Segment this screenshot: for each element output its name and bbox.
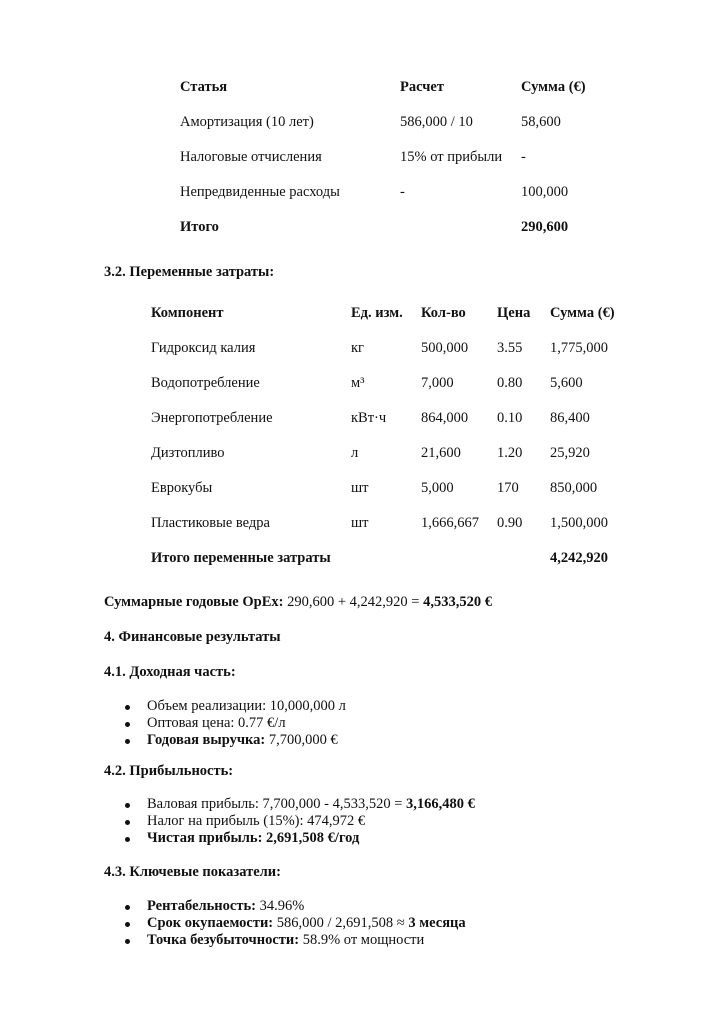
item-label: Срок окупаемости: [147,915,274,931]
table-cell: 21,600 [421,445,461,461]
item-bold-tail: 3,166,480 € [406,796,475,812]
section-heading-financial-results: 4. Финансовые результаты [104,629,281,645]
opex-formula: 290,600 + 4,242,920 = [283,594,424,610]
table-cell: 586,000 / 10 [400,114,473,130]
table-cell: 850,000 [550,480,598,496]
table-header-row [0,79,724,99]
table-total-row [0,550,724,570]
subsection-heading-revenue: 4.1. Доходная часть: [104,664,236,680]
bullet-icon [125,722,130,727]
subsection-heading-key-metrics: 4.3. Ключевые показатели: [104,864,281,880]
table-cell: 1.20 [497,445,523,461]
table-cell: Дизтопливо [151,445,225,461]
table-cell: - [521,149,526,165]
item-label: Рентабельность: [147,898,256,914]
item-value: 586,000 / 2,691,508 ≈ [273,915,409,931]
bullet-icon [125,939,130,944]
table-cell: 170 [497,480,519,496]
table-row [0,340,724,360]
table-cell: 5,000 [421,480,454,496]
bullet-icon [125,803,130,808]
table-cell: шт [351,480,369,496]
header-cell: Сумма (€) [521,79,586,95]
total-value: 290,600 [521,219,569,235]
table-cell: 5,600 [550,375,583,391]
table-row [0,410,724,430]
list-item [0,715,724,733]
item-value: Налог на прибыль (15%): 474,972 € [147,813,366,829]
table-row [0,515,724,535]
table-cell: л [351,445,359,461]
list-item [0,732,724,750]
table-cell: 500,000 [421,340,469,356]
item-value: 7,700,000 € [265,732,338,748]
table-row [0,114,724,134]
table-cell: 0.80 [497,375,523,391]
header-cell: Расчет [400,79,444,95]
table-cell: 7,000 [421,375,454,391]
table-cell: м³ [351,375,365,391]
table-cell: Гидроксид калия [151,340,256,356]
table-cell: Еврокубы [151,480,213,496]
section-heading-variable-costs: 3.2. Переменные затраты: [104,264,275,280]
header-cell: Компонент [151,305,224,321]
opex-label: Суммарные годовые OpEx: [104,594,284,610]
bullet-icon [125,837,130,842]
table-cell: Пластиковые ведра [151,515,270,531]
table-cell: Налоговые отчисления [180,149,322,165]
table-cell: 15% от прибыли [400,149,503,165]
item-value: Оптовая цена: 0.77 €/л [147,715,286,731]
table-cell: Энергопотребление [151,410,273,426]
item-value: 58.9% от мощности [299,932,425,948]
table-cell: кВт·ч [351,410,387,426]
item-value: Объем реализации: 10,000,000 л [147,698,346,714]
total-label: Итого переменные затраты [151,550,331,566]
list-item [0,932,724,950]
table-cell: 1,775,000 [550,340,608,356]
header-cell: Сумма (€) [550,305,615,321]
bullet-icon [125,820,130,825]
table-cell: 58,600 [521,114,561,130]
item-bold-tail: 3 месяца [408,915,466,931]
bullet-icon [125,739,130,744]
table-cell: Водопотребление [151,375,260,391]
table-row [0,149,724,169]
table-row [0,375,724,395]
total-label: Итого [180,219,219,235]
table-row [0,184,724,204]
table-cell: шт [351,515,369,531]
opex-result: 4,533,520 € [423,594,492,610]
item-value: 34.96% [255,898,305,914]
header-cell: Статья [180,79,228,95]
list-item [0,796,724,814]
item-label: Точка безубыточности: [147,932,300,948]
table-cell: 1,500,000 [550,515,608,531]
list-item [0,915,724,933]
list-item [0,898,724,916]
list-item [0,813,724,831]
bullet-icon [125,905,130,910]
subsection-heading-profitability: 4.2. Прибыльность: [104,763,234,779]
table-cell: 0.90 [497,515,523,531]
table-total-row [0,219,724,239]
table-row [0,445,724,465]
item-label: Чистая прибыль: 2,691,508 €/год [147,830,360,846]
bullet-icon [125,705,130,710]
total-value: 4,242,920 [550,550,608,566]
header-cell: Ед. изм. [351,305,403,321]
table-cell: - [400,184,405,200]
header-cell: Кол-во [421,305,466,321]
table-cell: 3.55 [497,340,523,356]
opex-summary [104,594,492,611]
item-label: Годовая выручка: [147,732,266,748]
table-cell: Амортизация (10 лет) [180,114,314,130]
list-item [0,698,724,716]
table-cell: 100,000 [521,184,569,200]
table-cell: 1,666,667 [421,515,479,531]
header-cell: Цена [497,305,531,321]
table-row [0,480,724,500]
table-header-row [0,305,724,325]
list-item [0,830,724,848]
table-cell: кг [351,340,364,356]
table-cell: 0.10 [497,410,523,426]
table-cell: 25,920 [550,445,590,461]
item-value: Валовая прибыль: 7,700,000 - 4,533,520 = [147,796,407,812]
table-cell: 864,000 [421,410,469,426]
table-cell: Непредвиденные расходы [180,184,340,200]
bullet-icon [125,922,130,927]
table-cell: 86,400 [550,410,590,426]
